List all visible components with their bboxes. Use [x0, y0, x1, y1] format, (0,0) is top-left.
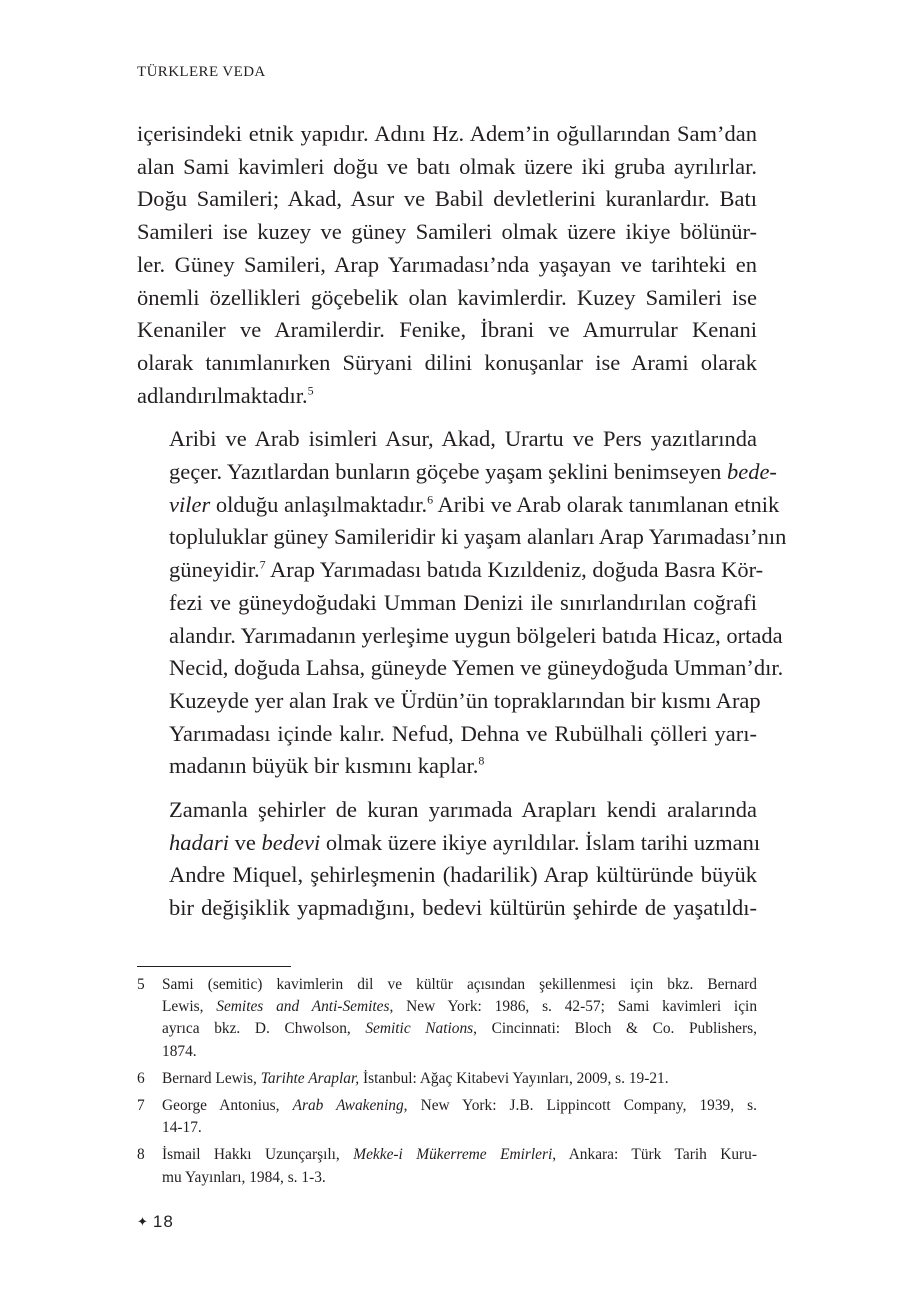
text-line: Kuzeyde yer alan Irak ve Ürdün’ün topraklarından bir kısmı Arap	[169, 687, 761, 713]
text-line: ayrıca bkz. D. Chwolson, Semitic Nations, Cincinnati: Bloch & Co. Publishers,	[162, 1020, 757, 1038]
italic-term: Mekke-i Mükerreme Emirleri	[353, 1146, 553, 1164]
text-line: içerisindeki etnik yapıdır. Adını Hz. Adem’in oğullarından Sam’dan	[137, 121, 757, 146]
text-line: hadari ve bedevi olmak üzere ikiye ayrıldılar. İslam tarihi uzmanı	[169, 829, 761, 855]
text-line: Doğu Samileri; Akad, Asur ve Babil devletlerini kuranlardır. Batı	[137, 186, 757, 212]
text-line: 1874.	[162, 1042, 197, 1060]
italic-term: Semites and Anti-Semites	[216, 998, 390, 1016]
footnote	[137, 1068, 757, 1090]
text-line: Yarımadası içinde kalır. Nefud, Dehna ve Rubülhali çölleri yarı-	[169, 720, 757, 746]
footnote-reference[interactable]: 5	[307, 383, 314, 398]
body-paragraph	[137, 118, 757, 412]
text-line: bir değişiklik yapmadığını, bedevi kültürün şehirde de yaşatıldı-	[169, 895, 757, 921]
body-paragraph	[137, 794, 761, 925]
footnote	[137, 974, 757, 1063]
italic-term: Arab Awakening	[292, 1097, 404, 1115]
text-line: Lewis, Semites and Anti-Semites, New York: 1986, s. 42-57; Sami kavimleri için	[162, 998, 758, 1016]
text-line: fezi ve güneydoğudaki Umman Denizi ile sınırlandırılan coğrafi	[169, 589, 757, 615]
footnote-number: 5	[137, 976, 145, 993]
text-line: İsmail Hakkı Uzunçarşılı, Mekke-i Mükerreme Emirleri, Ankara: Türk Tarih Kuru-	[162, 1146, 757, 1164]
text-line: alandır. Yarımadanın yerleşime uygun bölgeleri batıda Hicaz, ortada	[169, 622, 783, 648]
footnote-reference[interactable]: 7	[259, 557, 266, 572]
text-line: Kenaniler ve Aramilerdir. Fenike, İbrani ve Amurrular Kenani	[137, 317, 757, 343]
footnote-number: 6	[137, 1069, 145, 1087]
italic-term: hadari	[169, 829, 230, 855]
text-line: geçer. Yazıtlardan bunların göçebe yaşam şeklini benimseyen bede-	[169, 459, 777, 485]
body-text	[137, 118, 787, 925]
italic-term: Semitic Nations	[365, 1020, 474, 1038]
text-line: viler olduğu anlaşılmaktadır.$^6$ Aribi ve Arab olarak tanımlanan etnik	[169, 491, 780, 517]
footnote-reference[interactable]: 6	[427, 492, 434, 507]
text-line: ler. Güney Samileri, Arap Yarımadası’nda yaşayan ve tarihteki en	[137, 251, 757, 277]
italic-term: Tarihte Araplar,	[260, 1069, 360, 1087]
italic-term: viler	[169, 491, 211, 517]
footnote-text	[162, 1095, 757, 1139]
footnote	[137, 1144, 757, 1188]
footnote-text	[162, 974, 757, 1063]
italic-term: bede-	[726, 459, 777, 485]
text-line: Zamanla şehirler de kuran yarımada Arapları kendi aralarında	[169, 797, 757, 823]
text-line: topluluklar güney Samileridir ki yaşam alanları Arap Yarımadası’nın	[169, 524, 787, 550]
running-head: TÜRKLERE VEDA	[137, 64, 266, 80]
footnote-number: 8	[137, 1146, 145, 1164]
footnote-number: 7	[137, 1097, 145, 1115]
text-line: güneyidir.$^7$ Arap Yarımadası batıda Kızıldeniz, doğuda Basra Kör-	[169, 557, 764, 583]
footnote-text	[162, 1144, 757, 1188]
footnote-reference[interactable]: 8	[478, 753, 485, 768]
italic-term: bedevi	[261, 829, 321, 855]
page-folio	[137, 1212, 174, 1232]
text-line: Sami (semitic) kavimlerin dil ve kültür açısından şekillenmesi için bkz. Bernard	[162, 976, 757, 993]
footnote	[137, 1095, 757, 1139]
body-paragraph	[137, 423, 787, 783]
text-line: Samileri ise kuzey ve güney Samileri olmak üzere ikiye bölünür-	[137, 219, 757, 245]
footnote-separator	[137, 966, 291, 967]
page-number: 18	[152, 1212, 174, 1231]
text-line: Bernard Lewis, Tarihte Araplar, İstanbul: Ağaç Kitabevi Yayınları, 2009, s. 19-21.	[162, 1069, 669, 1087]
text-line: önemli özellikleri göçebelik olan kavimlerdir. Kuzey Samileri ise	[137, 284, 757, 310]
text-line: George Antonius, Arab Awakening, New York: J.B. Lippincott Company, 1939, s.	[162, 1097, 757, 1115]
text-line: Necid, doğuda Lahsa, güneyde Yemen ve güneydoğuda Umman’dır.	[169, 655, 784, 681]
text-line: olarak tanımlanırken Süryani dilini konuşanlar ise Arami olarak	[137, 349, 757, 375]
text-line: alan Sami kavimleri doğu ve batı olmak üzere iki gruba ayrılırlar.	[137, 153, 757, 179]
footnote-text	[162, 1068, 757, 1090]
text-line: 14-17.	[162, 1119, 202, 1137]
text-line: Aribi ve Arab isimleri Asur, Akad, Urartu ve Pers yazıtlarında	[169, 426, 757, 452]
text-line: mu Yayınları, 1984, s. 1-3.	[162, 1168, 326, 1186]
text-line: madanın büyük bir kısmını kaplar.$^8$	[169, 753, 485, 779]
footnotes	[137, 974, 757, 1194]
text-line: adlandırılmaktadır.$^5$	[137, 382, 314, 408]
folio-ornament-icon: ✦	[137, 1214, 149, 1229]
text-line: Andre Miquel, şehirleşmenin (hadarilik) Arap kültüründe büyük	[169, 862, 757, 888]
